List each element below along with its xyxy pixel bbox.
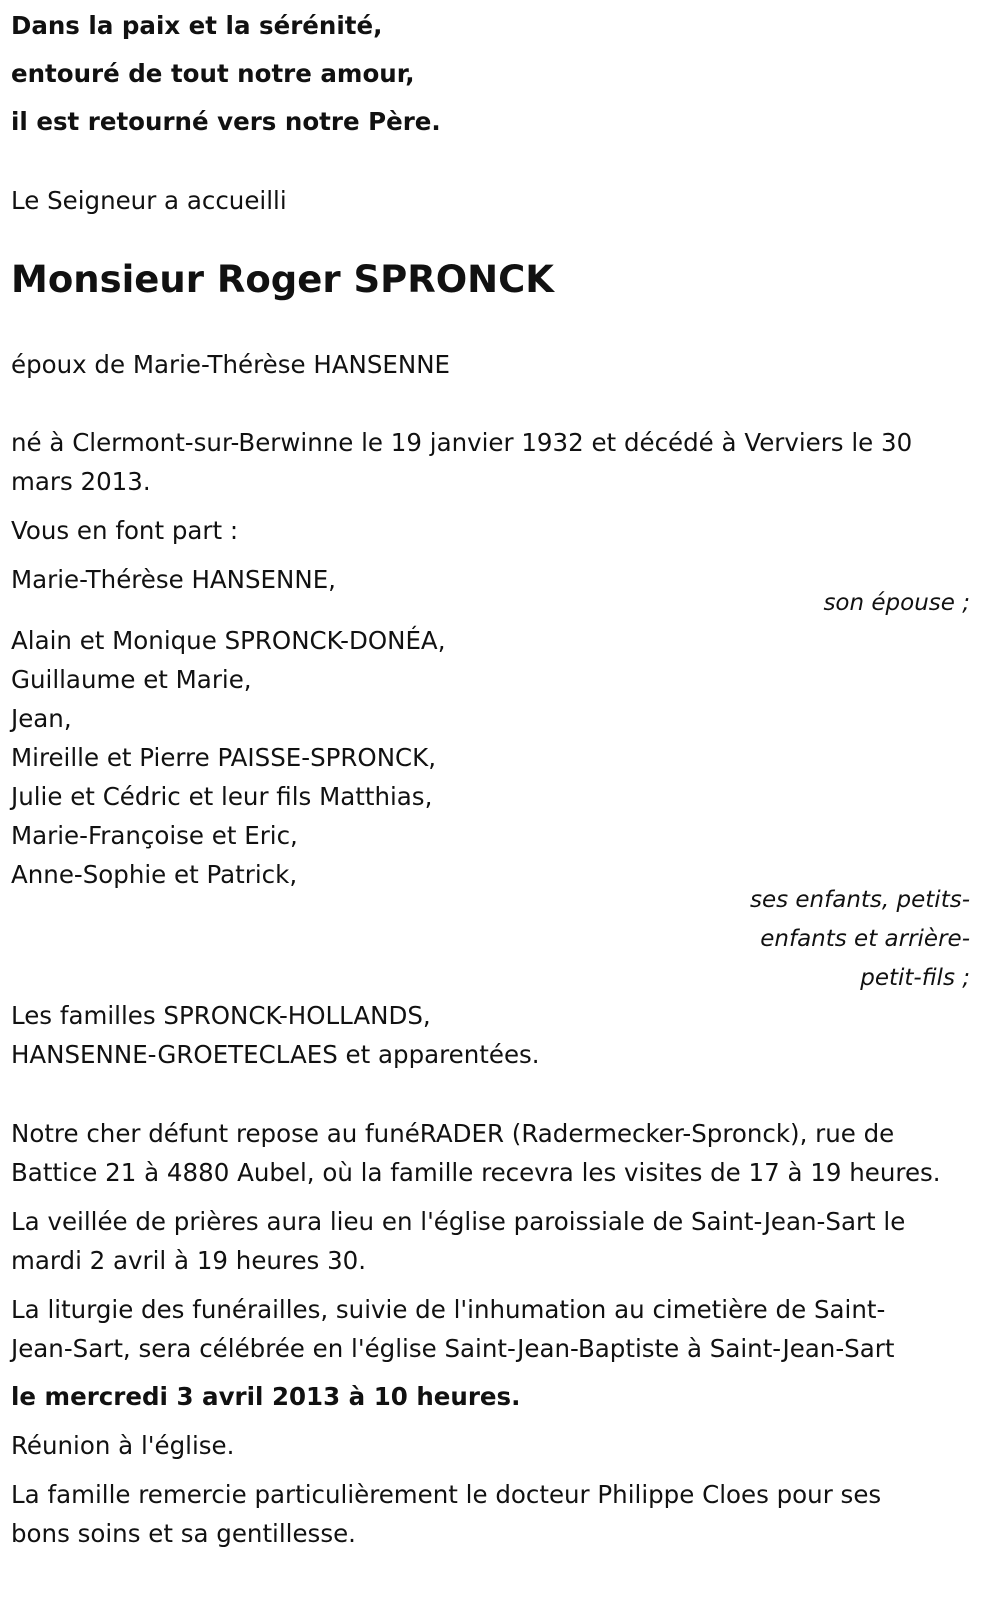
liturgy-line-1: La liturgie des funérailles, suivie de l'inhumation au cimetière de Saint- — [11, 1295, 886, 1324]
notice-intro: Vous en font part : — [11, 516, 239, 545]
children-role-line-2: enfants et arrière- — [760, 926, 970, 952]
families-line-1: Les familles SPRONCK-HOLLANDS, — [11, 1001, 431, 1030]
families-line-2: HANSENNE-GROETECLAES et apparentées. — [11, 1040, 540, 1069]
child-line-3: Jean, — [11, 704, 72, 733]
children-role-line-3: petit-fils ; — [860, 965, 970, 991]
intro-line-3: il est retourné vers notre Père. — [11, 107, 441, 136]
intro-line-2: entouré de tout notre amour, — [11, 59, 415, 88]
child-line-7: Anne-Sophie et Patrick, — [11, 860, 298, 889]
birth-death-line-2: mars 2013. — [11, 467, 151, 496]
child-line-5: Julie et Cédric et leur fils Matthias, — [11, 782, 433, 811]
liturgy-line-2: Jean-Sart, sera célébrée en l'église Saint-Jean-Baptiste à Saint-Jean-Sart — [11, 1334, 895, 1363]
rest-place-line-2: Battice 21 à 4880 Aubel, où la famille recevra les visites de 17 à 19 heures. — [11, 1158, 941, 1187]
child-line-6: Marie-Françoise et Eric, — [11, 821, 298, 850]
child-line-4: Mireille et Pierre PAISSE-SPRONCK, — [11, 743, 436, 772]
child-line-2: Guillaume et Marie, — [11, 665, 252, 694]
thanks-line-2: bons soins et sa gentillesse. — [11, 1519, 356, 1548]
announcement: Le Seigneur a accueilli — [11, 186, 287, 215]
meeting-note: Réunion à l'église. — [11, 1431, 235, 1460]
thanks-line-1: La famille remercie particulièrement le docteur Philippe Cloes pour ses — [11, 1480, 882, 1509]
vigil-line-1: La veillée de prières aura lieu en l'église paroissiale de Saint-Jean-Sart le — [11, 1207, 906, 1236]
children-role-line-1: ses enfants, petits- — [749, 887, 970, 913]
spouse-line: époux de Marie-Thérèse HANSENNE — [11, 350, 451, 379]
deceased-name: Monsieur Roger SPRONCK — [11, 258, 554, 301]
spouse-name: Marie-Thérèse HANSENNE, — [11, 565, 336, 594]
spouse-role: son épouse ; — [823, 590, 970, 616]
vigil-line-2: mardi 2 avril à 19 heures 30. — [11, 1246, 367, 1275]
child-line-1: Alain et Monique SPRONCK-DONÉA, — [11, 626, 446, 655]
rest-place-line-1: Notre cher défunt repose au funéRADER (Radermecker-Spronck), rue de — [11, 1119, 895, 1148]
birth-death-line-1: né à Clermont-sur-Berwinne le 19 janvier 1932 et décédé à Verviers le 30 — [11, 428, 913, 457]
intro-line-1: Dans la paix et la sérénité, — [11, 11, 383, 40]
funeral-date: le mercredi 3 avril 2013 à 10 heures. — [11, 1382, 521, 1411]
